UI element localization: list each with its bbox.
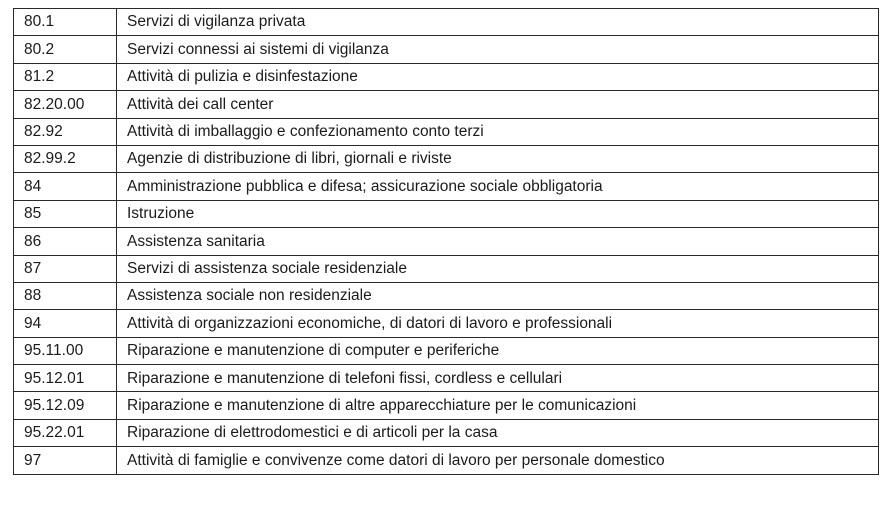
activity-description-cell: Attività di organizzazioni economiche, di datori di lavoro e professionali (117, 310, 879, 337)
activity-description-cell: Servizi connessi ai sistemi di vigilanza (117, 36, 879, 63)
activity-description-cell: Amministrazione pubblica e difesa; assicurazione sociale obbligatoria (117, 173, 879, 200)
table-row (14, 9, 879, 36)
activity-code-cell: 88 (14, 282, 117, 309)
activity-code-cell: 87 (14, 255, 117, 282)
table-row (14, 145, 879, 172)
activity-code-cell: 85 (14, 200, 117, 227)
activity-code-table-container (13, 8, 878, 475)
table-row (14, 392, 879, 419)
activity-code-cell: 94 (14, 310, 117, 337)
activity-code-cell: 81.2 (14, 63, 117, 90)
table-row (14, 228, 879, 255)
table-row (14, 200, 879, 227)
table-row (14, 91, 879, 118)
activity-description-cell: Attività di imballaggio e confezionamento conto terzi (117, 118, 879, 145)
activity-code-cell: 86 (14, 228, 117, 255)
table-row (14, 63, 879, 90)
table-row (14, 118, 879, 145)
table-row (14, 255, 879, 282)
activity-description-cell: Servizi di assistenza sociale residenziale (117, 255, 879, 282)
activity-description-cell: Attività dei call center (117, 91, 879, 118)
activity-description-cell: Attività di pulizia e disinfestazione (117, 63, 879, 90)
table-row (14, 36, 879, 63)
activity-code-table (13, 8, 879, 475)
table-body (14, 9, 879, 475)
activity-description-cell: Assistenza sociale non residenziale (117, 282, 879, 309)
activity-description-cell: Istruzione (117, 200, 879, 227)
table-row (14, 310, 879, 337)
activity-code-cell: 82.99.2 (14, 145, 117, 172)
activity-description-cell: Riparazione di elettrodomestici e di articoli per la casa (117, 419, 879, 446)
activity-description-cell: Assistenza sanitaria (117, 228, 879, 255)
activity-description-cell: Attività di famiglie e convivenze come datori di lavoro per personale domestico (117, 447, 879, 474)
activity-code-cell: 80.1 (14, 9, 117, 36)
table-row (14, 447, 879, 474)
table-row (14, 282, 879, 309)
activity-code-cell: 97 (14, 447, 117, 474)
activity-description-cell: Riparazione e manutenzione di altre apparecchiature per le comunicazioni (117, 392, 879, 419)
table-row (14, 419, 879, 446)
activity-code-cell: 95.12.09 (14, 392, 117, 419)
activity-code-cell: 80.2 (14, 36, 117, 63)
activity-description-cell: Riparazione e manutenzione di telefoni fissi, cordless e cellulari (117, 365, 879, 392)
activity-code-cell: 82.20.00 (14, 91, 117, 118)
table-row (14, 365, 879, 392)
activity-description-cell: Riparazione e manutenzione di computer e periferiche (117, 337, 879, 364)
activity-description-cell: Servizi di vigilanza privata (117, 9, 879, 36)
activity-description-cell: Agenzie di distribuzione di libri, giornali e riviste (117, 145, 879, 172)
activity-code-cell: 84 (14, 173, 117, 200)
activity-code-cell: 95.11.00 (14, 337, 117, 364)
table-row (14, 173, 879, 200)
table-row (14, 337, 879, 364)
activity-code-cell: 95.22.01 (14, 419, 117, 446)
activity-code-cell: 82.92 (14, 118, 117, 145)
activity-code-cell: 95.12.01 (14, 365, 117, 392)
